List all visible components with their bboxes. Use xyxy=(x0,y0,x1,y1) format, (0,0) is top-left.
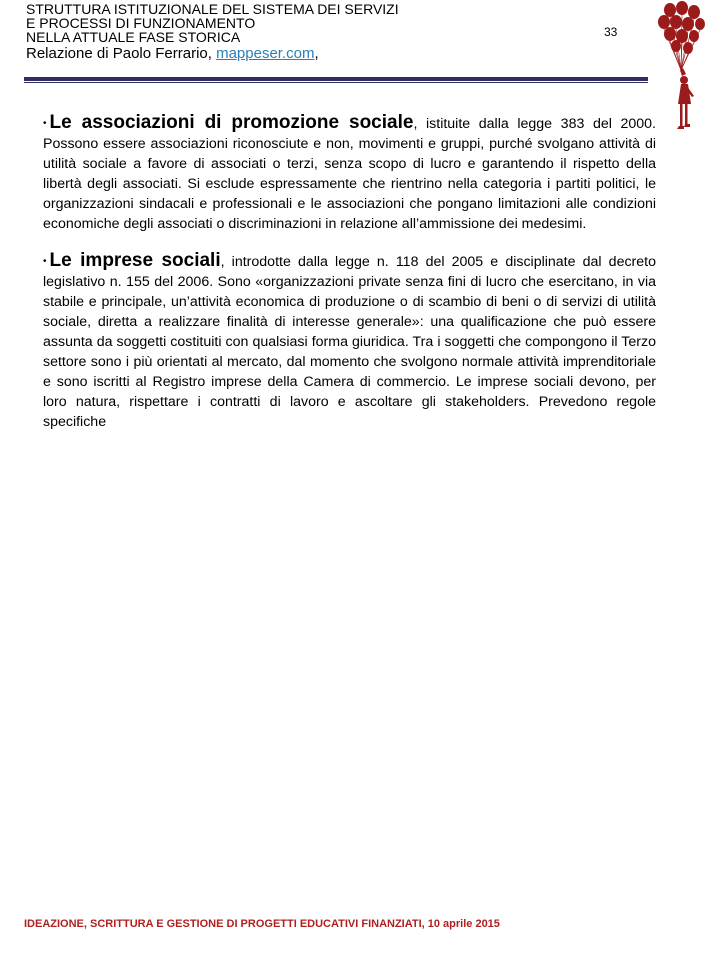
header-title-line-2: E PROCESSI DI FUNZIONAMENTO xyxy=(26,15,256,31)
paragraph-text: , istituite dalla legge 383 del 2000. Possono essere associazioni riconosciute e non, movimenti e gruppi, purché svolgano attività di utilità sociale a favore di associati o terzi, senza scopo di lucro e garantendo il rispetto della libertà degli associati. Si esclude espressamente che rientrino nella categoria i partiti politici, le organizzazioni sindacali e professionali e le associazioni che pongano limitazioni alle condizioni economiche degli associati o discriminazioni in relazione all’ammissione dei medesimi. xyxy=(43,116,657,232)
bullet: • xyxy=(43,256,47,267)
author-suffix: , xyxy=(314,45,319,62)
slide-footer: IDEAZIONE, SCRITTURA E GESTIONE DI PROGETTI EDUCATIVI FINANZIATI, 10 aprile 2015 xyxy=(24,918,500,930)
header-title-line-3: NELLA ATTUALE FASE STORICA xyxy=(26,29,241,45)
slide-content xyxy=(43,113,656,449)
paragraph-associazioni xyxy=(43,113,656,234)
header-rule xyxy=(24,77,648,81)
header-title-line-1: STRUTTURA ISTITUZIONALE DEL SISTEMA DEI SERVIZI xyxy=(26,1,399,17)
paragraph-text: , introdotte dalla legge n. 118 del 2005 e disciplinate dal decreto legislativo n. 155 del 2006. Sono «organizzazioni private senza fini di lucro che esercitano, in via stabile e principale, un’attività economica di produzione o di scambio di beni o di servizi di utilità sociale, diretta a realizzare finalità di interesse generale»: una qualificazione che può essere assunta da soggetti costituiti con qualsiasi forma giuridica. Tra i soggetti che compongono il Terzo settore sono i più orientati al mercato, dal momento che svolgono normale attività imprenditoriale e sono iscritti al Registro imprese della Camera di commercio. Le imprese sociali devono, per loro natura, rispettare i contratti di lavoro e ascoltare gli stakeholders. Prevedono regole specifiche xyxy=(43,254,657,430)
slide-header xyxy=(26,2,626,63)
paragraph-lead: Le associazioni di promozione sociale xyxy=(49,112,414,133)
bullet: • xyxy=(43,118,47,129)
balloon-girl-icon xyxy=(648,0,720,136)
page-number: 33 xyxy=(604,25,618,39)
author-prefix: Relazione di Paolo Ferrario, xyxy=(26,45,217,62)
paragraph-imprese xyxy=(43,251,656,432)
header-rule-thin xyxy=(24,82,648,83)
header-author xyxy=(26,45,626,63)
mappeser-link[interactable]: mappeser.com xyxy=(216,45,315,62)
paragraph-lead: Le imprese sociali xyxy=(49,250,221,271)
